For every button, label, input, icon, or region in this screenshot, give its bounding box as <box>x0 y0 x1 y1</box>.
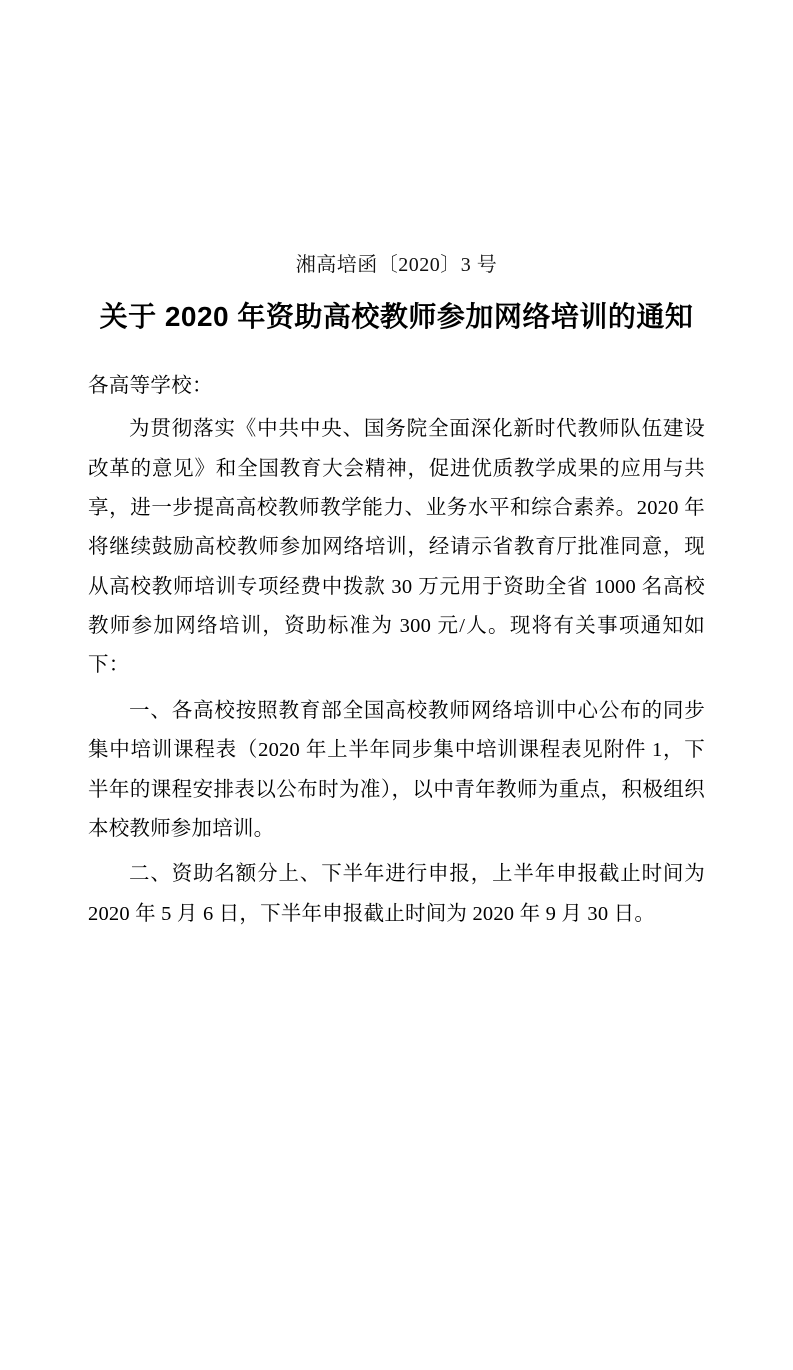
document-page <box>0 248 793 1370</box>
page-title: 关于 2020 年资助高校教师参加网络培训的通知 <box>99 301 694 332</box>
document-number: 湘高培函〔2020〕3 号 <box>295 254 498 276</box>
salutation: 各高等学校： <box>88 375 213 398</box>
body-paragraph-1: 为贯彻落实《中共中央、国务院全面深化新时代教师队伍建设改革的意见》和全国教育大会精神，促进优质教学成果的应用与共享，进一步提高高校教师教学能力、业务水平和综合素养。2020 年将继续鼓励高校教师参加网络培训，经请示省教育厅批准同意，现从高校教师培训专项经费中拨款 30 万元用于资助全省 1000 名高校教师参加网络培训，资助标准为 300 元/人。现将有关事项通知如下： <box>88 418 705 677</box>
body-paragraph-2: 一、各高校按照教育部全国高校教师网络培训中心公布的同步集中培训课程表（2020 年上半年同步集中培训课程表见附件 1，下半年的课程安排表以公布时为准），以中青年教师为重点，积极组织本校教师参加培训。 <box>88 699 705 840</box>
body-paragraph-3: 二、资助名额分上、下半年进行申报，上半年申报截止时间为 2020 年 5 月 6 日，下半年申报截止时间为 2020 年 9 月 30 日。 <box>88 863 705 925</box>
